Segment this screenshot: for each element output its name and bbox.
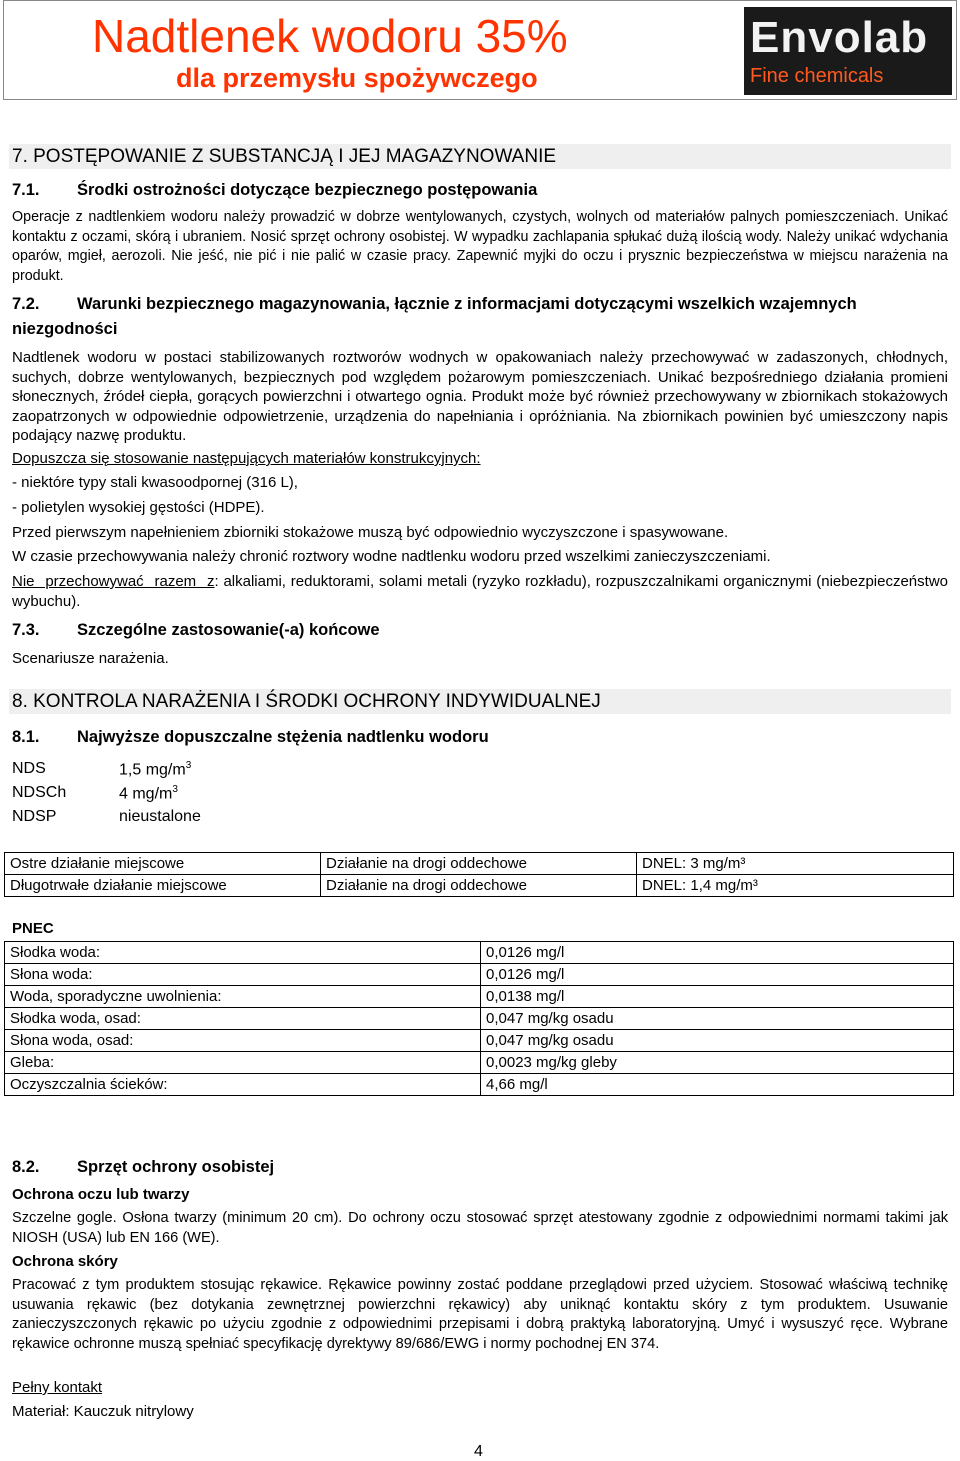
full-contact-text: Pełny kontakt bbox=[12, 1379, 103, 1396]
section-8-1-heading bbox=[12, 728, 489, 747]
table-row bbox=[5, 1008, 954, 1030]
limit-value-text: 1,5 mg/m bbox=[119, 761, 186, 779]
section-7-2-heading bbox=[12, 295, 857, 314]
table-cell: 0,0126 mg/l bbox=[481, 942, 954, 964]
table-cell: 0,0023 mg/kg gleby bbox=[481, 1052, 954, 1074]
table-row bbox=[5, 964, 954, 986]
page-number: 4 bbox=[474, 1443, 483, 1460]
table-cell: Działanie na drogi oddechowe bbox=[321, 875, 637, 897]
logo-tagline: Fine chemicals bbox=[750, 65, 884, 87]
table-row bbox=[5, 1074, 954, 1096]
section-7-3-heading bbox=[12, 621, 380, 640]
section-7-3-text: Scenariusze narażenia. bbox=[12, 650, 169, 667]
section-number: 7.2. bbox=[12, 295, 40, 313]
table-cell: 0,047 mg/kg osadu bbox=[481, 1008, 954, 1030]
allowed-materials-heading bbox=[12, 450, 481, 467]
table-cell: Słodka woda: bbox=[5, 942, 481, 964]
allowed-material-2: - polietylen wysokiej gęstości (HDPE). bbox=[12, 499, 265, 516]
section-7-1-text: Operacje z nadtlenkiem wodoru należy prowadzić w dobrze wentylowanych, czystych, wolnych od materiałów palnych pomieszczeniach. Unikać kontaktu z oczami, skórą i ubraniem. Nosić sprzęt ochrony osobistej. W wypadku zachlapania spłukać dużą ilością wody. Należy unikać wdychania oparów, mgieł, aerozoli. Nie jeść, nie pić i nie palić w czasie pracy. Zapewnić myjki do oczu i prysznic bezpieczeństwa w miejscu narażenia na produkt. bbox=[12, 209, 948, 284]
section-title: Szczególne zastosowanie(-a) końcowe bbox=[77, 621, 380, 639]
pnec-heading: PNEC bbox=[12, 920, 54, 937]
not-store-text: : alkaliami, reduktorami, solami metali (ryzyko rozkładu), rozpuszczalnikami organicznymi (niebezpieczeństwo wybuchu). bbox=[12, 573, 948, 610]
eye-protection-heading: Ochrona oczu lub twarzy bbox=[12, 1186, 190, 1203]
table-cell: Działanie na drogi oddechowe bbox=[321, 853, 637, 875]
section-title: Najwyższe dopuszczalne stężenia nadtlenku wodoru bbox=[77, 728, 489, 746]
section-title: Sprzęt ochrony osobistej bbox=[77, 1158, 275, 1176]
table-cell: 0,047 mg/kg osadu bbox=[481, 1030, 954, 1052]
section-number: 7.3. bbox=[12, 621, 40, 639]
limit-label-nds: NDS bbox=[12, 760, 46, 777]
table-cell: DNEL: 1,4 mg/m³ bbox=[637, 875, 954, 897]
table-cell: 4,66 mg/l bbox=[481, 1074, 954, 1096]
limit-value-text: 4 mg/m bbox=[119, 785, 173, 803]
fill-note: Przed pierwszym napełnieniem zbiorniki stokażowe muszą być odpowiednio wyczyszczone i spasywowane. bbox=[12, 524, 729, 541]
limit-value-ndsch bbox=[119, 784, 178, 803]
document-subtitle: dla przemysłu spożywczego bbox=[176, 63, 538, 93]
limit-unit-exponent: 3 bbox=[185, 760, 192, 771]
table-row bbox=[5, 875, 954, 897]
limit-unit-exponent: 3 bbox=[172, 784, 178, 795]
protect-note: W czasie przechowywania należy chronić roztwory wodne nadtlenku wodoru przed wszelkimi zanieczyszczeniami. bbox=[12, 548, 771, 565]
section-7-2-text: Nadtlenek wodoru w postaci stabilizowanych roztworów wodnych w opakowaniach należy przechowywać w zadaszonych, chłodnych, suchych, dobrze wentylowanych, bezpiecznych pod względem pożarowym pomieszczeniach. Unikać bezpośredniego działania promieni słonecznych, źródeł ciepła, gorących powierzchni i otwartego ognia. Produkt może być również przechowywany w zbiornikach stokażowych zaopatrzonych w odpowiednie odpowietrzenie, urządzenia do napełniania i opróżniania. Na zbiornikach powinien być umieszczony napis podający nazwę produktu. bbox=[12, 349, 948, 444]
skin-protection-text: Pracować z tym produktem stosując rękawice. Rękawice powinny zostać poddane przeglądowi przed użyciem. Stosować właściwą technikę usuwania rękawic (bez dotykania zewnętrznej powierzchni rękawicy) aby uniknąć kontaktu skóry z tym produktem. Usuwanie zanieczyszczonych rękawic po użyciu zgodnie z odpowiednimi przepisami i dobrą praktyką laboratoryjną. Umyć i wysuszyć ręce. Wybrane rękawice ochronne muszą spełniać specyfikację dyrektywy 89/686/EWG i normy pochodnej EN 374. bbox=[12, 1277, 948, 1352]
table-cell: 0,0126 mg/l bbox=[481, 964, 954, 986]
full-contact bbox=[12, 1379, 102, 1396]
limit-label-ndsp: NDSP bbox=[12, 808, 57, 825]
allowed-material-1: - niektóre typy stali kwasoodpornej (316 L), bbox=[12, 474, 298, 491]
allowed-heading-text: Dopuszcza się stosowanie następujących materiałów konstrukcyjnych: bbox=[12, 450, 481, 467]
table-row bbox=[5, 942, 954, 964]
limit-label-ndsch: NDSCh bbox=[12, 784, 67, 801]
table-cell: Słona woda: bbox=[5, 964, 481, 986]
section-number: 8.2. bbox=[12, 1158, 40, 1176]
section-7-2-heading-cont bbox=[12, 320, 117, 339]
section-8-heading: 8. KONTROLA NARAŻENIA I ŚRODKI OCHRONY INDYWIDUALNEJ bbox=[12, 691, 601, 712]
section-number: 7.1. bbox=[12, 181, 40, 199]
table-cell: Długotrwałe działanie miejscowe bbox=[5, 875, 321, 897]
section-8-2-heading bbox=[12, 1158, 275, 1177]
section-number: 8.1. bbox=[12, 728, 40, 746]
table-cell: Ostre działanie miejscowe bbox=[5, 853, 321, 875]
table-cell: Gleba: bbox=[5, 1052, 481, 1074]
not-store-together bbox=[12, 572, 948, 611]
table-cell: Woda, sporadyczne uwolnienia: bbox=[5, 986, 481, 1008]
document-title: Nadtlenek wodoru 35% bbox=[92, 10, 568, 62]
document-header bbox=[3, 0, 957, 100]
section-7-heading: 7. POSTĘPOWANIE Z SUBSTANCJĄ I JEJ MAGAZYNOWANIE bbox=[12, 146, 557, 167]
section-title-cont: niezgodności bbox=[12, 320, 118, 338]
table-cell: Oczyszczalnia ścieków: bbox=[5, 1074, 481, 1096]
table-cell: 0,0138 mg/l bbox=[481, 986, 954, 1008]
section-7-1-heading bbox=[12, 181, 538, 200]
envolab-logo bbox=[744, 7, 952, 95]
limit-value-nds bbox=[119, 760, 191, 779]
table-row bbox=[5, 1030, 954, 1052]
table-cell: Słona woda, osad: bbox=[5, 1030, 481, 1052]
table-cell: DNEL: 3 mg/m³ bbox=[637, 853, 954, 875]
table-row bbox=[5, 986, 954, 1008]
skin-protection-heading: Ochrona skóry bbox=[12, 1253, 118, 1270]
dnel-table bbox=[4, 852, 954, 897]
limit-value-ndsp: nieustalone bbox=[119, 808, 201, 825]
eye-protection-text: Szczelne gogle. Osłona twarzy (minimum 20 cm). Do ochrony oczu stosować sprzęt atestowany zgodnie z odpowiednimi normami takimi jak NIOSH (USA) lub EN 166 (WE). bbox=[12, 1210, 948, 1246]
not-store-label: Nie przechowywać razem z bbox=[12, 573, 215, 590]
table-cell: Słodka woda, osad: bbox=[5, 1008, 481, 1030]
table-row bbox=[5, 853, 954, 875]
logo-wordmark: Envolab bbox=[750, 13, 929, 62]
glove-material: Materiał: Kauczuk nitrylowy bbox=[12, 1403, 194, 1420]
table-row bbox=[5, 1052, 954, 1074]
section-title: Warunki bezpiecznego magazynowania, łącznie z informacjami dotyczącymi wszelkich wzajemnych bbox=[77, 295, 857, 313]
pnec-table bbox=[4, 941, 954, 1096]
section-title: Środki ostrożności dotyczące bezpiecznego postępowania bbox=[77, 181, 538, 199]
